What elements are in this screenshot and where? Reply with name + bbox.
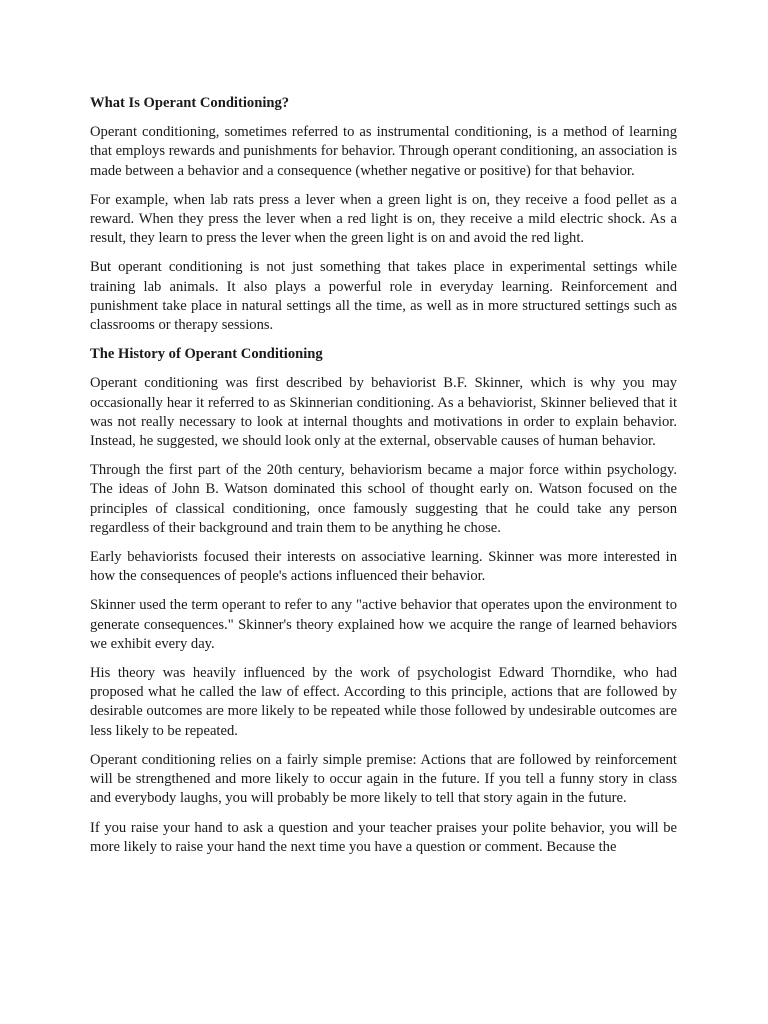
- section-heading: The History of Operant Conditioning: [90, 346, 323, 363]
- paragraph: For example, when lab rats press a lever when a green light is on, they receive a food pellet as a reward. When they press the lever when a red light is on, they receive a mild electric shock. As a result, they learn to press the lever when the green light is on and avoid the red light.: [90, 191, 677, 247]
- document-page: [90, 94, 677, 867]
- paragraph: Operant conditioning relies on a fairly simple premise: Actions that are followed by reinforcement will be strengthened and more likely to occur again in the future. If you tell a funny story in class and everybody laughs, you will probably be more likely to tell that story again in the future.: [90, 751, 677, 807]
- paragraph: His theory was heavily influenced by the work of psychologist Edward Thorndike, who had proposed what he called the law of effect. According to this principle, actions that are followed by desirable outcomes are more likely to be repeated while those followed by undesirable outcomes are less likely to be repeated.: [90, 665, 677, 739]
- paragraph: But operant conditioning is not just something that takes place in experimental settings while training lab animals. It also plays a powerful role in everyday learning. Reinforcement and punishment take place in natural settings all the time, as well as in more structured settings such as classrooms or therapy sessions.: [90, 259, 677, 334]
- paragraph: Through the first part of the 20th century, behaviorism became a major force within psychology. The ideas of John B. Watson dominated this school of thought early on. Watson focused on the principles of classical conditioning, once famously suggesting that he could take any person regardless of their background and train them to be anything he chose.: [90, 462, 677, 536]
- section-what-is: [90, 94, 677, 335]
- paragraph: Skinner used the term operant to refer to any "active behavior that operates upon the environment to generate consequences." Skinner's theory explained how we acquire the range of learned behaviors we exhibit every day.: [90, 597, 677, 652]
- paragraph: Operant conditioning, sometimes referred to as instrumental conditioning, is a method of learning that employs rewards and punishments for behavior. Through operant conditioning, an association is made between a behavior and a consequence (whether negative or positive) for that behavior.: [90, 124, 677, 179]
- section-history: [90, 345, 677, 857]
- paragraph: Operant conditioning was first described by behaviorist B.F. Skinner, which is why you may occasionally hear it referred to as Skinnerian conditioning. As a behaviorist, Skinner believed that it was not really necessary to look at internal thoughts and motivations in order to explain behavior. Instead, he suggested, we should look only at the external, observable causes of human behavior.: [90, 375, 677, 450]
- paragraph: If you raise your hand to ask a question and your teacher praises your polite behavior, you will be more likely to raise your hand the next time you have a question or comment. Because the: [90, 819, 677, 855]
- section-heading: What Is Operant Conditioning?: [90, 95, 290, 111]
- paragraph: Early behaviorists focused their interests on associative learning. Skinner was more interested in how the consequences of people's actions influenced their behavior.: [90, 549, 677, 585]
